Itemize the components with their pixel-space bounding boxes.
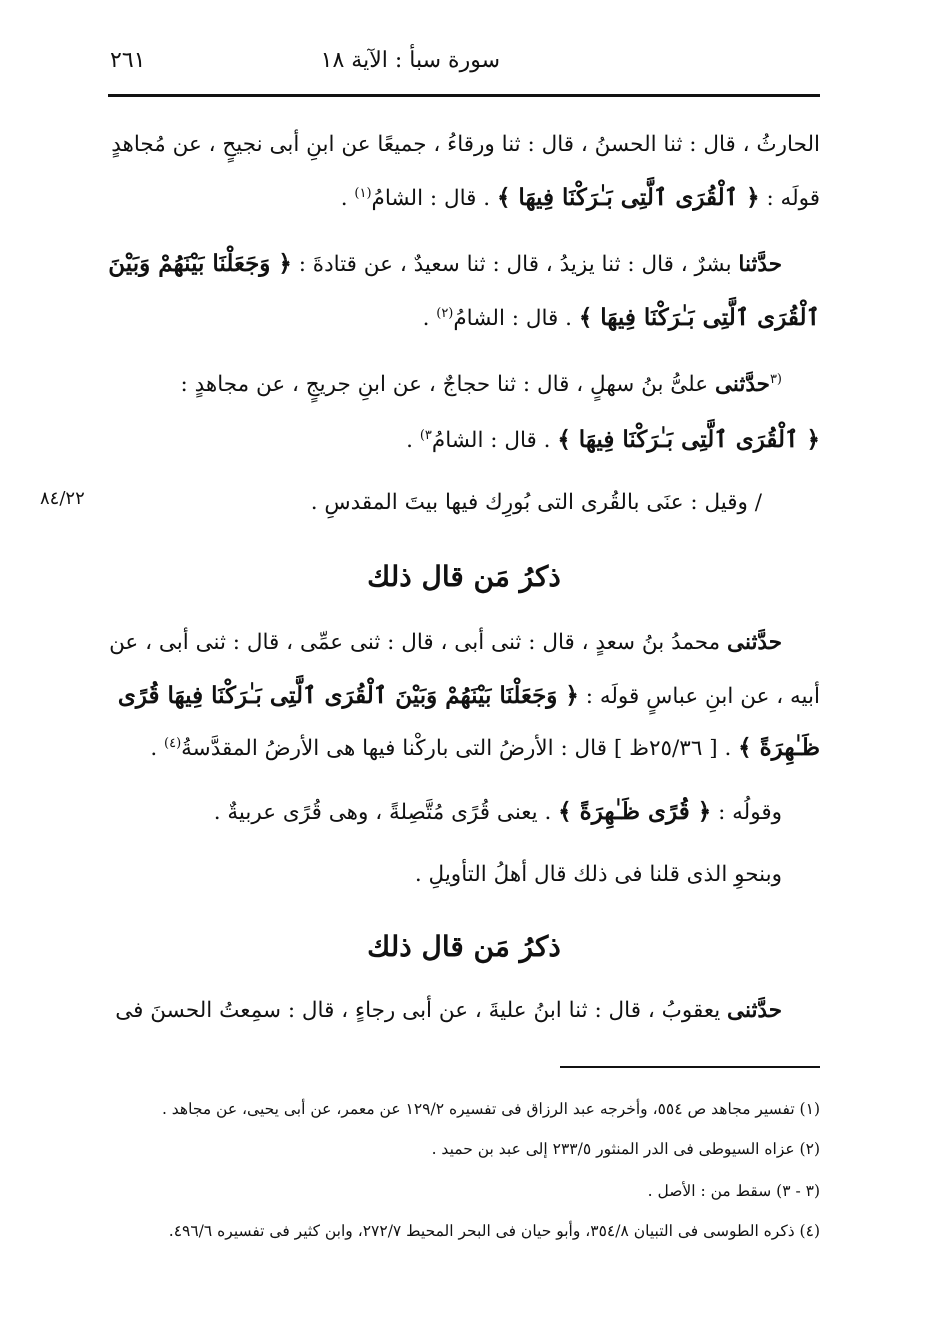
footnote: (٤) ذكره الطوسى فى التبيان ٣٥٤/٨، وأبو حيان فى البحر المحيط ٢٧٢/٧، وابن كثير فى تفسيره ٤٩٦/٦. bbox=[168, 1222, 820, 1240]
text-run: وقولُه : bbox=[711, 800, 782, 825]
narration-head: حدَّثنا bbox=[738, 252, 782, 277]
quran-quote: ﴿ وَجَعَلْنَا بَيْنَهُمْ وَبَيْنَ bbox=[108, 250, 292, 277]
text-run: . [ ٢٥/٣٦ظ ] قال : الأرضُ التى باركْنا فيها هى الأرضُ المقدَّسةُ bbox=[181, 736, 739, 761]
text-run: قولَه : bbox=[759, 186, 820, 211]
text-run: يعقوبُ ، قال : ثنا ابنُ عليةَ ، عن أبى رجاءٍ ، قال : سمِعتُ الحسنَ فى bbox=[115, 998, 728, 1023]
text-run: أبيه ، عن ابنِ عباسٍ قولَه : bbox=[578, 684, 820, 709]
quran-quote: ﴿ وَجَعَلْنَا بَيْنَهُمْ وَبَيْنَ ٱلْقُرَى ٱلَّتِى بَـٰرَكْنَا فِيهَا قُرًى bbox=[117, 682, 579, 709]
narration-head: حدَّثنى bbox=[727, 998, 782, 1023]
text-line bbox=[423, 304, 820, 331]
text-line bbox=[150, 734, 820, 761]
running-header bbox=[108, 44, 820, 88]
text-line bbox=[341, 184, 820, 211]
text-line bbox=[115, 998, 782, 1023]
footnote-ref: (٢) bbox=[436, 305, 454, 321]
text-run: . قال : الشامُ bbox=[371, 186, 497, 211]
footnote-ref: ٣) bbox=[419, 427, 432, 443]
text-run: . bbox=[340, 186, 355, 211]
text-line: الحارثُ ، قال : ثنا الحسنُ ، قال : ثنا ورقاءُ ، جميعًا عن ابنِ أبى نجيحٍ ، عن مُجاهدٍ bbox=[111, 132, 820, 157]
quran-quote: ﴿ ٱلْقُرَى ٱلَّتِى بَـٰرَكْنَا فِيهَا ﴾ bbox=[496, 184, 760, 211]
footnote: (٣ - ٣) سقط من : الأصل . bbox=[647, 1182, 820, 1200]
footnote-ref: (١) bbox=[354, 185, 372, 201]
margin-page-reference: ٨٤/٢٢ bbox=[40, 488, 85, 509]
text-run: . bbox=[406, 428, 420, 453]
quran-quote: ﴿ ٱلْقُرَى ٱلَّتِى بَـٰرَكْنَا فِيهَا ﴾ bbox=[557, 426, 820, 453]
section-heading: ذكرُ مَن قال ذلك bbox=[367, 930, 561, 963]
text-line bbox=[214, 798, 782, 825]
text-line bbox=[181, 372, 782, 397]
text-run: بشرٌ ، قال : ثنا يزيدُ ، قال : ثنا سعيدٌ ، عن قتادةَ : bbox=[291, 252, 739, 277]
text-line bbox=[406, 426, 820, 453]
text-run: . bbox=[422, 306, 437, 331]
page-number: ٢٦١ bbox=[110, 48, 146, 73]
quran-quote: ٱلْقُرَى ٱلَّتِى بَـٰرَكْنَا فِيهَا ﴾ bbox=[578, 304, 820, 331]
text-line: / وقيل : عنَى بالقُرى التى بُورِك فيها بيتَ المقدسِ . bbox=[310, 490, 762, 515]
text-line bbox=[118, 682, 820, 709]
text-line: وبنحوِ الذى قلنا فى ذلك قال أهلُ التأويلِ . bbox=[414, 862, 782, 887]
quran-quote: ظَـٰهِرَةً ﴾ bbox=[738, 734, 820, 761]
quran-quote: ﴿ قُرًى ظَـٰهِرَةً ﴾ bbox=[558, 798, 712, 825]
text-line bbox=[108, 250, 782, 277]
narration-head: حدَّثنى bbox=[714, 372, 770, 398]
text-line bbox=[109, 630, 782, 655]
text-run: . bbox=[150, 736, 165, 761]
footnote: (١) تفسير مجاهد ص ٥٥٤، وأخرجه عبد الرزاق فى تفسيره ١٢٩/٢ عن معمر، عن أبى يحيى، عن مجاهد . bbox=[161, 1100, 820, 1118]
header-title: سورة سبأ : الآية ١٨ bbox=[320, 48, 500, 73]
footnote-ref: (٤) bbox=[164, 735, 182, 751]
header-rule bbox=[108, 94, 820, 97]
footnote-rule bbox=[560, 1066, 820, 1068]
text-run: . قال : الشامُ bbox=[453, 306, 579, 331]
footnote: (٢) عزاه السيوطى فى الدر المنثور ٢٣٣/٥ إلى عبد بن حميد . bbox=[431, 1140, 820, 1158]
narration-head: حدَّثنى bbox=[727, 630, 782, 655]
section-heading: ذكرُ مَن قال ذلك bbox=[367, 560, 561, 593]
text-run: . قال : الشامُ bbox=[431, 428, 558, 453]
text-run: محمدُ بنُ سعدٍ ، قال : ثنى أبى ، قال : ثنى عمِّى ، قال : ثنى أبى ، عن bbox=[109, 630, 728, 655]
text-run: علىُّ بنُ سهلٍ ، قال : ثنا حجاجٌ ، عن ابنِ جريجٍ ، عن مجاهدٍ : bbox=[180, 372, 715, 398]
text-run: . يعنى قُرًى مُتَّصِلةً ، وهى قُرًى عربيةٌ . bbox=[213, 800, 559, 825]
footnote-ref: (٣ bbox=[769, 372, 782, 387]
